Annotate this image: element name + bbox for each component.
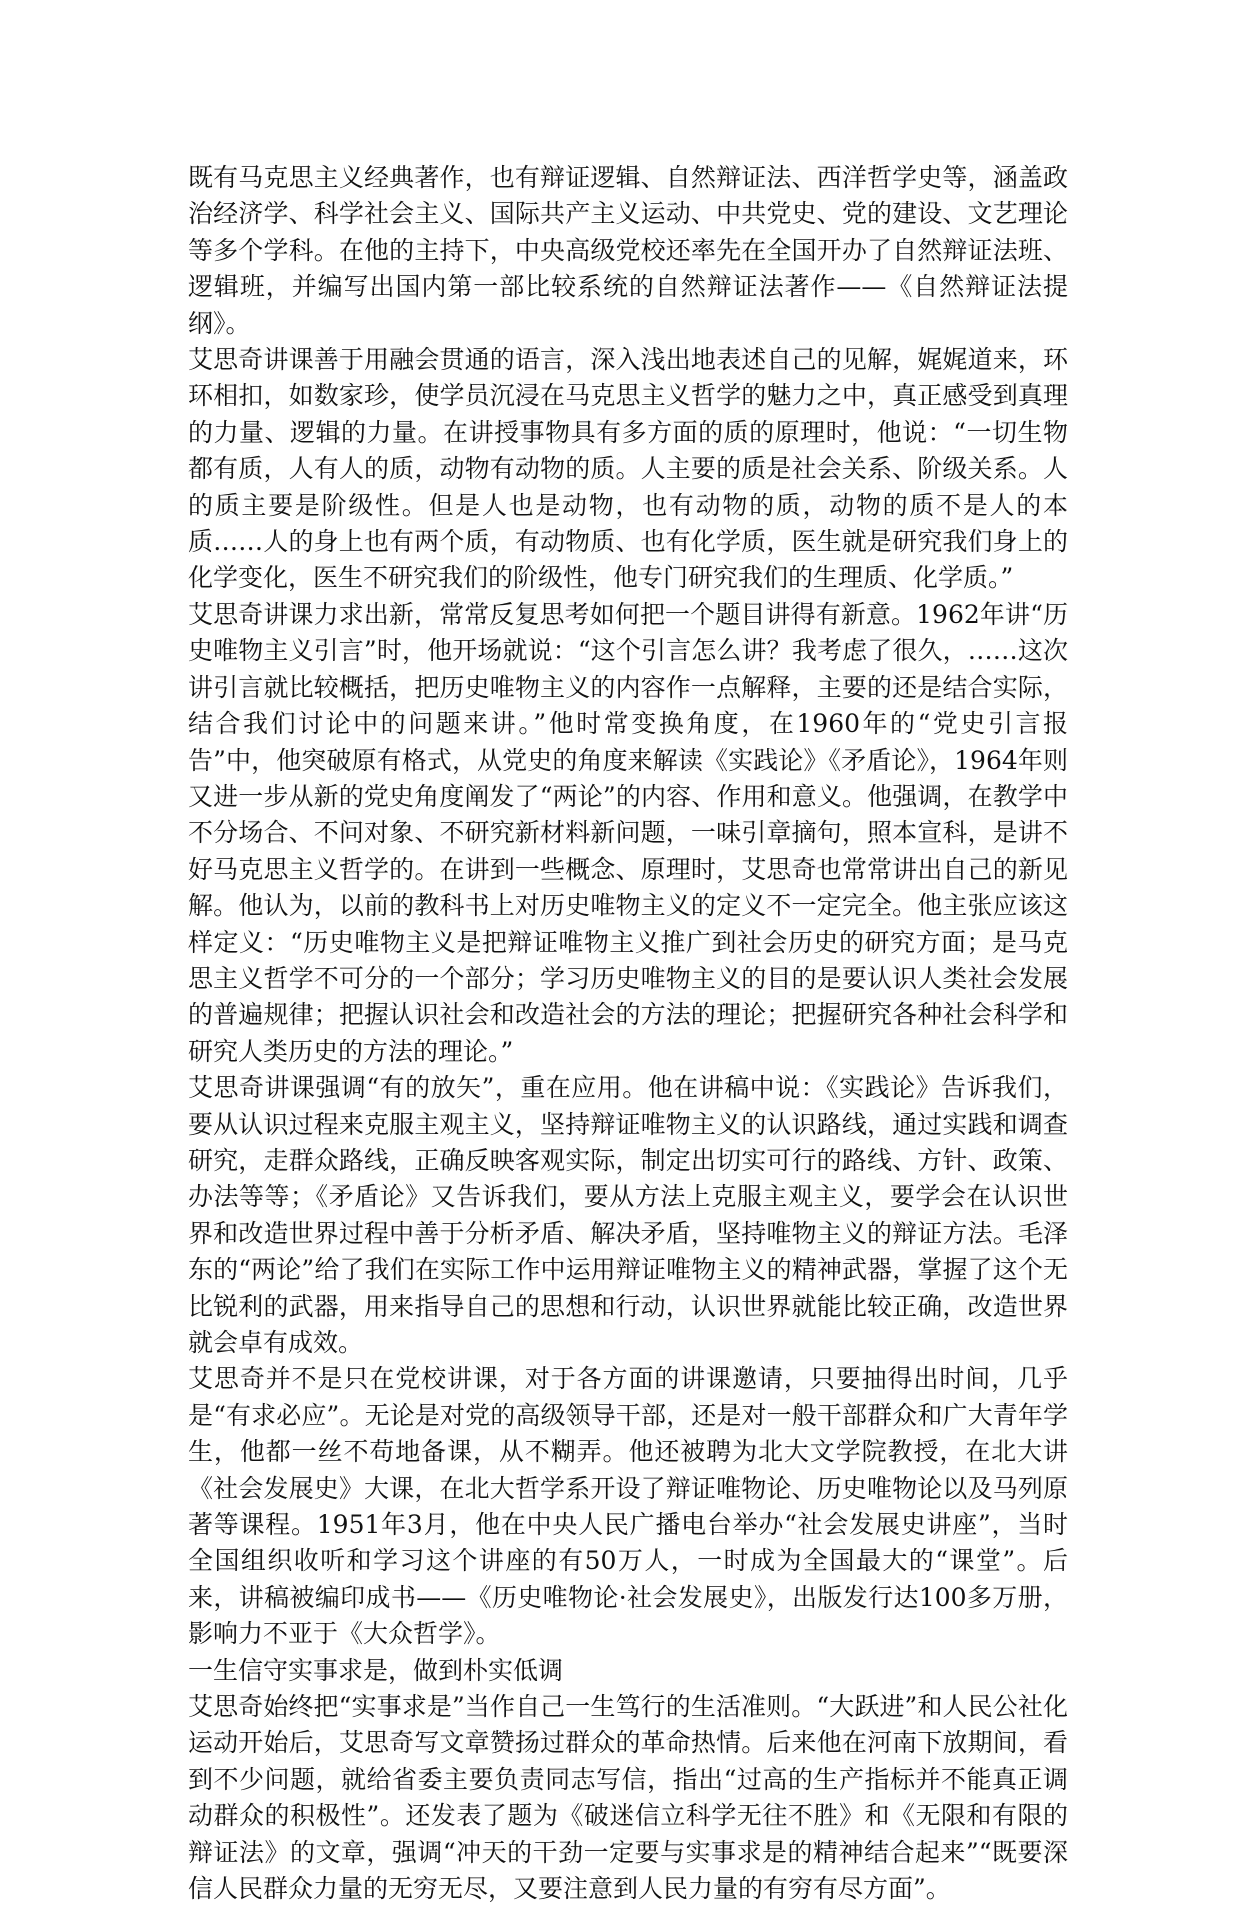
- paragraph-seeking-truth: 艾思奇始终把“实事求是”当作自己一生笃行的生活准则。“大跃进”和人民公社化运动开始后，艾思奇写文章赞扬过群众的革命热情。后来他在河南下放期间，看到不少问题，就给省委主要负责同志写信，指出“过高的生产指标并不能真正调动群众的积极性”。还发表了题为《破迷信立科学无往不胜》和《无限和有限的辩证法》的文章，强调“冲天的干劲一定要与实事求是的精神结合起来”“既要深信人民群众力量的无穷无尽，又要注意到人民力量的有穷有尽方面”。: [188, 1692, 1068, 1904]
- document-body: [188, 160, 1068, 1908]
- paragraph-teaching-style: 艾思奇讲课善于用融会贯通的语言，深入浅出地表述自己的见解，娓娓道来，环环相扣，如数家珍，使学员沉浸在马克思主义哲学的魅力之中，真正感受到真理的力量、逻辑的力量。在讲授事物具有多方面的质的原理时，他说：“一切生物都有质，人有人的质，动物有动物的质。人主要的质是社会关系、阶级关系。人的质主要是阶级性。但是人也是动物，也有动物的质，动物的质不是人的本质……人的身上也有两个质，有动物质、也有化学质，医生就是研究我们身上的化学变化，医生不研究我们的阶级性，他专门研究我们的生理质、化学质。”: [188, 345, 1068, 593]
- paragraph-courses: 既有马克思主义经典著作，也有辩证逻辑、自然辩证法、西洋哲学史等，涵盖政治经济学、科学社会主义、国际共产主义运动、中共党史、党的建设、文艺理论等多个学科。在他的主持下，中央高级党校还率先在全国开办了自然辩证法班、逻辑班，并编写出国内第一部比较系统的自然辩证法著作——《自然辩证法提纲》。: [188, 163, 1068, 338]
- section-heading: 一生信守实事求是，做到朴实低调: [188, 1655, 564, 1685]
- paragraph-innovation: 艾思奇讲课力求出新，常常反复思考如何把一个题目讲得有新意。1962年讲“历史唯物主义引言”时，他开场就说：“这个引言怎么讲？我考虑了很久，……这次讲引言就比较概括，把历史唯物主义的内容作一点解释，主要的还是结合实际，结合我们讨论中的问题来讲。”他时常变换角度，在1960年的“党史引言报告”中，他突破原有格式，从党史的角度来解读《实践论》《矛盾论》，1964年则又进一步从新的党史角度阐发了“两论”的内容、作用和意义。他强调，在教学中不分场合、不问对象、不研究新材料新问题，一味引章摘句，照本宣科，是讲不好马克思主义哲学的。在讲到一些概念、原理时，艾思奇也常常讲出自己的新见解。他认为，以前的教科书上对历史唯物主义的定义不一定完全。他主张应该这样定义：“历史唯物主义是把辩证唯物主义推广到社会历史的研究方面；是马克思主义哲学不可分的一个部分；学习历史唯物主义的目的是要认识人类社会发展的普遍规律；把握认识社会和改造社会的方法的理论；把握研究各种社会科学和研究人类历史的方法的理论。”: [188, 599, 1068, 1066]
- paragraph-lectures: 艾思奇并不是只在党校讲课，对于各方面的讲课邀请，只要抽得出时间，几乎是“有求必应”。无论是对党的高级领导干部，还是对一般干部群众和广大青年学生，他都一丝不苟地备课，从不糊弄。他还被聘为北大文学院教授，在北大讲《社会发展史》大课，在北大哲学系开设了辩证唯物论、历史唯物论以及马列原著等课程。1951年3月，他在中央人民广播电台举办“社会发展史讲座”，当时全国组织收听和学习这个讲座的有50万人，一时成为全国最大的“课堂”。后来，讲稿被编印成书——《历史唯物论·社会发展史》，出版发行达100多万册，影响力不亚于《大众哲学》。: [188, 1364, 1068, 1649]
- paragraph-application: 艾思奇讲课强调“有的放矢”，重在应用。他在讲稿中说：《实践论》告诉我们，要从认识过程来克服主观主义，坚持辩证唯物主义的认识路线，通过实践和调查研究，走群众路线，正确反映客观实际，制定出切实可行的路线、方针、政策、办法等等；《矛盾论》又告诉我们，要从方法上克服主观主义，要学会在认识世界和改造世界过程中善于分析矛盾、解决矛盾，坚持唯物主义的辩证方法。毛泽东的“两论”给了我们在实际工作中运用辩证唯物主义的精神武器，掌握了这个无比锐利的武器，用来指导自己的思想和行动，认识世界就能比较正确，改造世界就会卓有成效。: [188, 1073, 1068, 1357]
